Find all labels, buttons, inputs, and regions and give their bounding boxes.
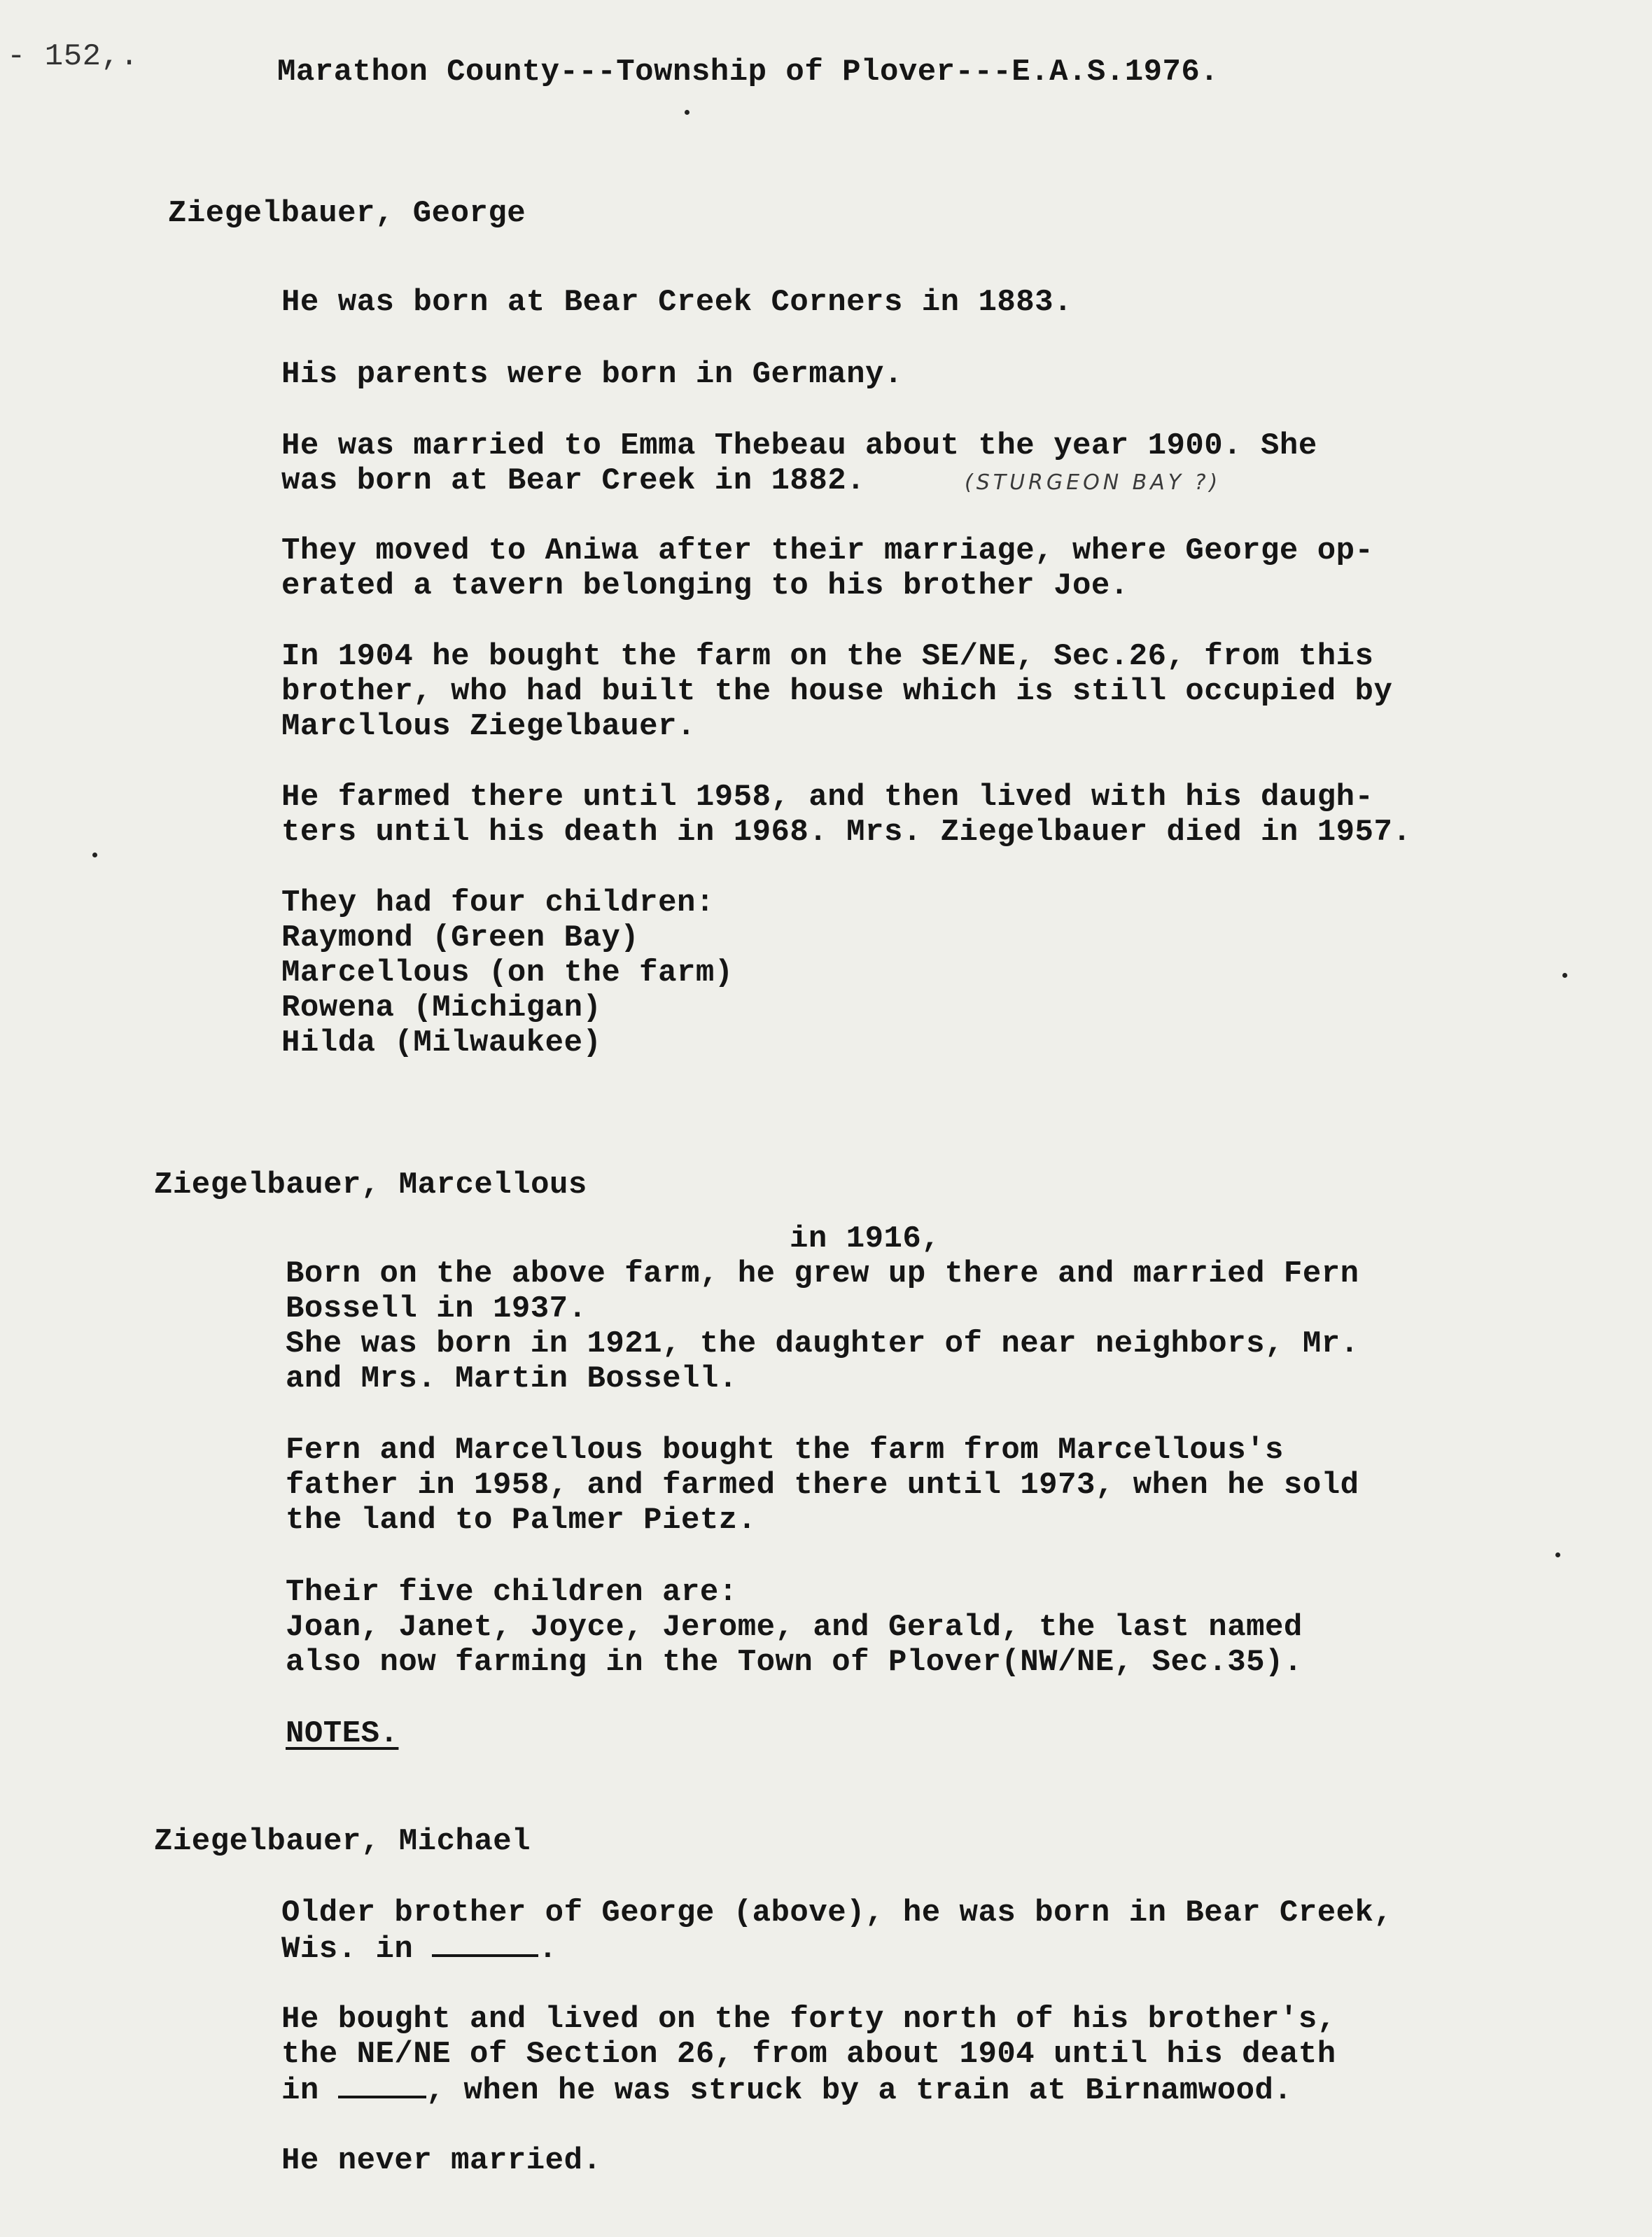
text-line: Their five children are: (286, 1575, 738, 1610)
list-item: Rowena (Michigan) (281, 990, 602, 1025)
text-line: He was married to Emma Thebeau about the year 1900. She (281, 428, 1317, 463)
blank-line (432, 1930, 538, 1957)
page-header: Marathon County---Township of Plover---E.A.S.1976. (277, 55, 1219, 90)
text-line (281, 2072, 1292, 2109)
text-line: Bossell in 1937. (286, 1291, 587, 1326)
entry-name-marcellous: Ziegelbauer, Marcellous (154, 1167, 587, 1202)
ink-speck (685, 110, 690, 115)
text-line (281, 1930, 557, 1968)
text-line: erated a tavern belonging to his brother Joe. (281, 568, 1129, 603)
text-line: His parents were born in Germany. (281, 357, 903, 392)
text-line: He was born at Bear Creek Corners in 1883. (281, 285, 1072, 320)
list-item: Marcellous (on the farm) (281, 955, 734, 990)
entry-name-george: Ziegelbauer, George (168, 196, 526, 231)
text-fragment: , when he was struck by a train at Birnamwood. (426, 2073, 1293, 2108)
text-line: Marcllous Ziegelbauer. (281, 709, 696, 744)
text-line: brother, who had built the house which is still occupied by (281, 674, 1393, 709)
text-line: They had four children: (281, 885, 715, 920)
text-line: She was born in 1921, the daughter of near neighbors, Mr. (286, 1326, 1359, 1361)
list-item: Raymond (Green Bay) (281, 920, 640, 955)
text-line: Born on the above farm, he grew up there and married Fern (286, 1256, 1359, 1291)
text-fragment: . (538, 1932, 558, 1967)
ink-speck (92, 853, 97, 857)
text-fragment: in (281, 2073, 338, 2108)
list-item: Hilda (Milwaukee) (281, 1025, 602, 1060)
inserted-text: in 1916, (790, 1221, 941, 1256)
text-line: He farmed there until 1958, and then lived with his daugh- (281, 780, 1374, 815)
entry-name-michael: Ziegelbauer, Michael (154, 1824, 531, 1859)
handwritten-note: (STURGEON BAY ?) (965, 470, 1222, 495)
text-line: In 1904 he bought the farm on the SE/NE, Sec.26, from this (281, 639, 1374, 674)
text-line: and Mrs. Martin Bossell. (286, 1361, 738, 1396)
text-line: He never married. (281, 2143, 602, 2178)
text-line: father in 1958, and farmed there until 1973, when he sold (286, 1468, 1359, 1503)
text-line: also now farming in the Town of Plover(NW/NE, Sec.35). (286, 1645, 1303, 1680)
notes-heading: NOTES. (286, 1716, 399, 1751)
text-line: was born at Bear Creek in 1882. (281, 463, 866, 498)
text-line: He bought and lived on the forty north of his brother's, (281, 2002, 1336, 2037)
ink-speck (1555, 1552, 1560, 1557)
text-line: the NE/NE of Section 26, from about 1904 until his death (281, 2037, 1336, 2072)
page-number: - 152,. (7, 39, 139, 74)
text-line: ters until his death in 1968. Mrs. Ziegelbauer died in 1957. (281, 815, 1412, 850)
text-fragment: Wis. in (281, 1932, 433, 1967)
text-line: Fern and Marcellous bought the farm from Marcellous's (286, 1433, 1284, 1468)
ink-speck (1562, 973, 1567, 978)
blank-line (338, 2072, 426, 2098)
text-line: the land to Palmer Pietz. (286, 1503, 757, 1538)
text-line: They moved to Aniwa after their marriage, where George op- (281, 533, 1374, 568)
text-line: Older brother of George (above), he was born in Bear Creek, (281, 1895, 1393, 1930)
text-line: Joan, Janet, Joyce, Jerome, and Gerald, the last named (286, 1610, 1303, 1645)
